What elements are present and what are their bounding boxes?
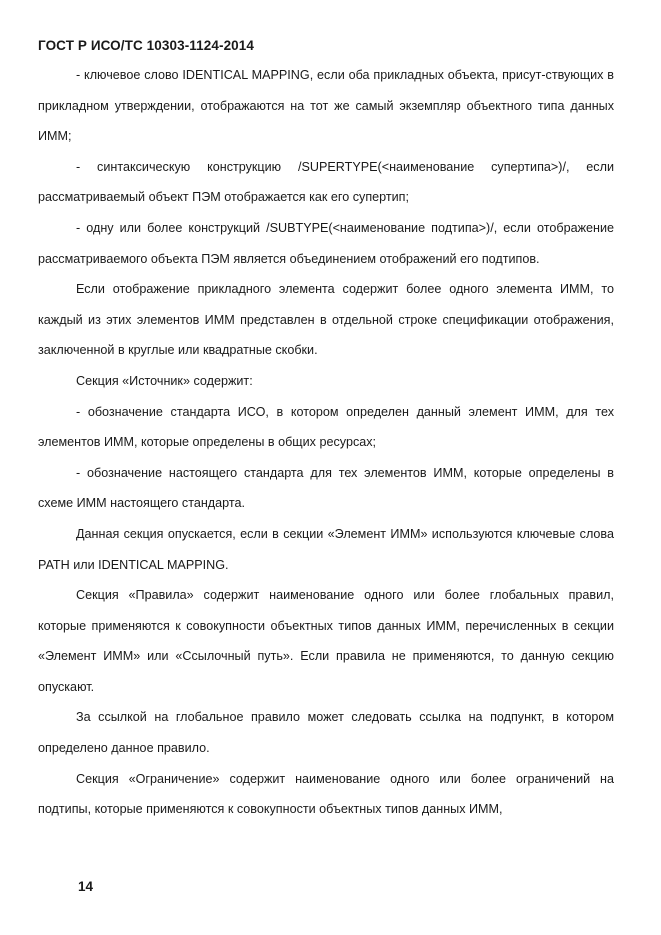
paragraph-2: - синтаксическую конструкцию /SUPERTYPE(<наименование супертипа>)/, если рассматриваемый объект ПЭМ отображается как его супертип; [38,159,614,205]
paragraph-8: Данная секция опускается, если в секции «Элемент ИММ» используются ключевые слова PATH или IDENTICAL MAPPING. [38,526,614,572]
document-header: ГОСТ Р ИСО/ТС 10303-1124-2014 [38,38,255,53]
paragraph-4: Если отображение прикладного элемента содержит более одного элемента ИММ, то каждый из этих элементов ИММ представлен в отдельной строке спецификации отображения, заключенной в круглые или квадратные скобки. [38,282,614,358]
paragraph-10: За ссылкой на глобальное правило может следовать ссылка на подпункт, в котором определено данное правило. [38,710,614,756]
paragraph-7: - обозначение настоящего стандарта для тех элементов ИММ, которые определены в схеме ИММ настоящего стандарта. [38,465,614,511]
paragraph-3: - одну или более конструкций /SUBTYPE(<наименование подтипа>)/, если отображение рассматриваемого объекта ПЭМ является объединением отображений его подтипов. [38,220,614,266]
paragraph-1: - ключевое слово IDENTICAL MAPPING, если оба прикладных объекта, присут-ствующих в прикладном утверждении, отображаются на тот же самый экземпляр объектного типа данных ИММ; [38,68,614,144]
paragraph-5: Секция «Источник» содержит: [76,373,253,388]
paragraph-6: - обозначение стандарта ИСО, в котором определен данный элемент ИММ, для тех элементов ИММ, которые определены в общих ресурсах; [38,404,614,450]
document-body [38,60,614,825]
paragraph-9: Секция «Правила» содержит наименование одного или более глобальных правил, которые применяются к совокупности объектных типов данных ИММ, перечисленных в секции «Элемент ИММ» или «Ссылочный путь». Если правила не применяются, то данную секцию опускают. [38,588,614,694]
page-number: 14 [78,879,94,894]
paragraph-11: Секция «Ограничение» содержит наименование одного или более ограничений на подтипы, которые применяются к совокупности объектных типов данных ИММ, [38,771,614,817]
